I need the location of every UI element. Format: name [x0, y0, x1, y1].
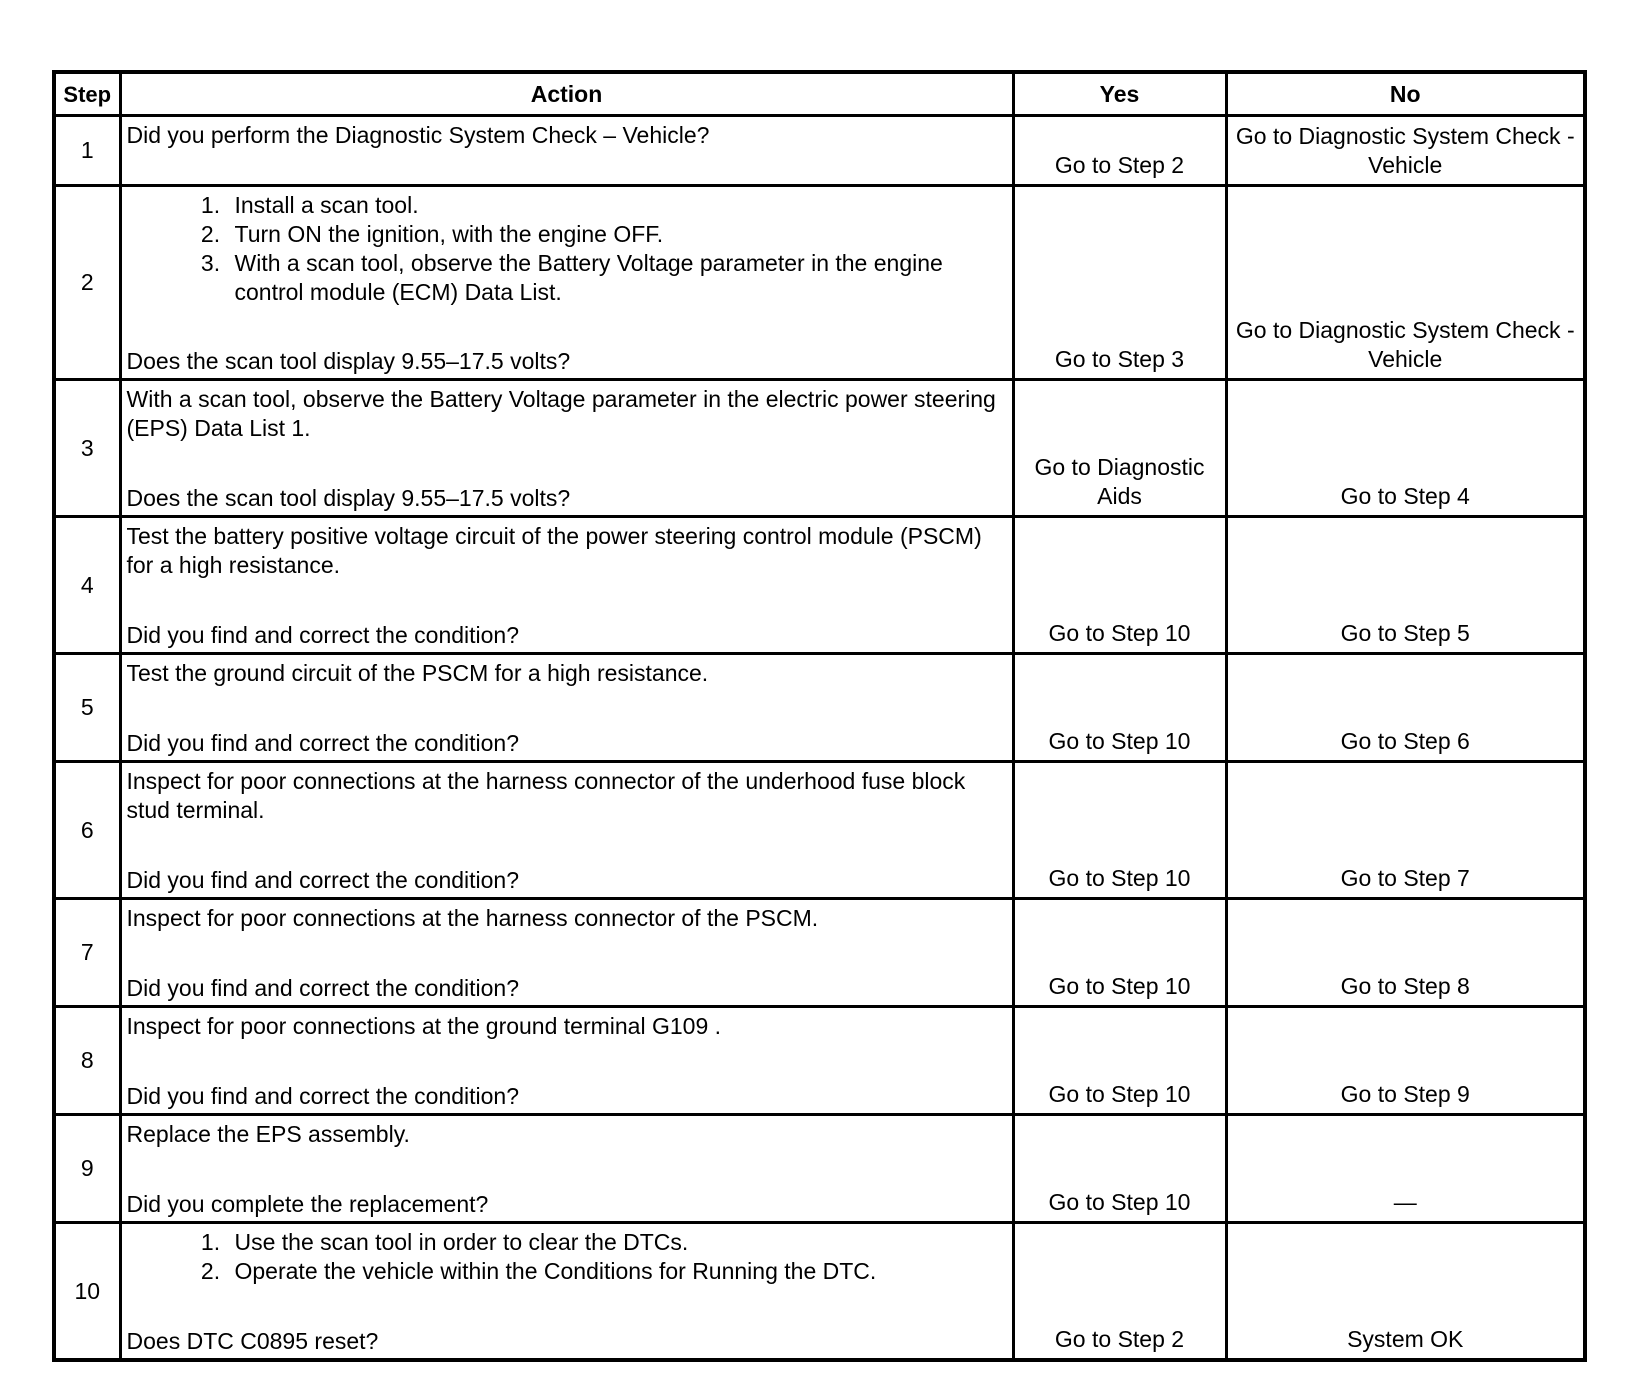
- action-text: Inspect for poor connections at the harness connector of the PSCM.: [126, 905, 819, 931]
- action-step-item: 2. Operate the vehicle within the Conditions for Running the DTC.: [227, 1257, 1006, 1286]
- no-outcome: Go to Diagnostic System Check - Vehicle: [1226, 186, 1585, 380]
- action-text: Replace the EPS assembly.: [126, 1121, 410, 1147]
- action-question: Did you find and correct the condition?: [126, 867, 520, 893]
- action-text: Test the ground circuit of the PSCM for a high resistance.: [126, 660, 709, 686]
- header-yes: Yes: [1013, 72, 1226, 116]
- table-row: [54, 1115, 1585, 1223]
- action-step-item: 1. Use the scan tool in order to clear the DTCs.: [227, 1228, 1006, 1257]
- action-cell: [120, 116, 1013, 186]
- no-outcome: Go to Step 4: [1226, 380, 1585, 517]
- table-body: [54, 116, 1585, 1361]
- step-number: 6: [54, 762, 120, 899]
- yes-outcome: Go to Step 10: [1013, 899, 1226, 1007]
- table-row: [54, 517, 1585, 654]
- no-outcome: Go to Step 7: [1226, 762, 1585, 899]
- action-cell: [120, 1007, 1013, 1115]
- header-no: No: [1226, 72, 1585, 116]
- table-row: [54, 1007, 1585, 1115]
- action-step-item: 2. Turn ON the ignition, with the engine OFF.: [227, 220, 1006, 249]
- no-outcome: System OK: [1226, 1223, 1585, 1361]
- action-question: Did you find and correct the condition?: [126, 622, 520, 648]
- action-step-list: [127, 1228, 1006, 1286]
- table-row: [54, 899, 1585, 1007]
- step-number: 5: [54, 654, 120, 762]
- yes-outcome: Go to Step 10: [1013, 1115, 1226, 1223]
- header-action: Action: [120, 72, 1013, 116]
- action-step-item: 1. Install a scan tool.: [227, 191, 1006, 220]
- yes-outcome: Go to Step 10: [1013, 762, 1226, 899]
- action-question: Did you find and correct the condition?: [126, 975, 520, 1001]
- yes-outcome: Go to Step 10: [1013, 1007, 1226, 1115]
- action-cell: [120, 1115, 1013, 1223]
- no-outcome: Go to Step 9: [1226, 1007, 1585, 1115]
- action-text: Test the battery positive voltage circuit of the power steering control module (PSCM) for a high resistance.: [126, 523, 982, 578]
- action-step-item: 3. With a scan tool, observe the Battery Voltage parameter in the engine control module (ECM) Data List.: [227, 249, 1006, 307]
- action-text: Inspect for poor connections at the ground terminal G109 .: [126, 1013, 722, 1039]
- action-question: Did you find and correct the condition?: [126, 730, 520, 756]
- action-cell: [120, 899, 1013, 1007]
- action-question: Did you complete the replacement?: [126, 1191, 489, 1217]
- yes-outcome: Go to Step 10: [1013, 517, 1226, 654]
- action-cell: [120, 1223, 1013, 1361]
- table-row: [54, 186, 1585, 380]
- yes-outcome: Go to Step 10: [1013, 654, 1226, 762]
- no-outcome: Go to Diagnostic System Check - Vehicle: [1226, 116, 1585, 186]
- step-number: 1: [54, 116, 120, 186]
- yes-outcome: Go to Step 2: [1013, 1223, 1226, 1361]
- yes-outcome: Go to Step 2: [1013, 116, 1226, 186]
- action-text: Inspect for poor connections at the harness connector of the underhood fuse block stud terminal.: [126, 768, 966, 823]
- no-outcome: —: [1226, 1115, 1585, 1223]
- diagnostic-table: [52, 70, 1587, 1362]
- yes-outcome: Go to Diagnostic Aids: [1013, 380, 1226, 517]
- action-question: Does DTC C0895 reset?: [126, 1328, 379, 1354]
- table-row: [54, 1223, 1585, 1361]
- table-row: [54, 762, 1585, 899]
- action-question: Did you find and correct the condition?: [126, 1083, 520, 1109]
- step-number: 4: [54, 517, 120, 654]
- step-number: 7: [54, 899, 120, 1007]
- step-number: 10: [54, 1223, 120, 1361]
- action-text: Did you perform the Diagnostic System Check – Vehicle?: [126, 122, 710, 148]
- header-step: Step: [54, 72, 120, 116]
- no-outcome: Go to Step 6: [1226, 654, 1585, 762]
- action-text: With a scan tool, observe the Battery Voltage parameter in the electric power steering (EPS) Data List 1.: [126, 386, 996, 441]
- step-number: 9: [54, 1115, 120, 1223]
- action-cell: [120, 186, 1013, 380]
- table-row: [54, 116, 1585, 186]
- yes-outcome: Go to Step 3: [1013, 186, 1226, 380]
- action-cell: [120, 762, 1013, 899]
- step-number: 3: [54, 380, 120, 517]
- action-cell: [120, 517, 1013, 654]
- header-row: [54, 72, 1585, 116]
- table-row: [54, 654, 1585, 762]
- action-question: Does the scan tool display 9.55–17.5 volts?: [126, 485, 571, 511]
- step-number: 8: [54, 1007, 120, 1115]
- step-number: 2: [54, 186, 120, 380]
- table-row: [54, 380, 1585, 517]
- no-outcome: Go to Step 5: [1226, 517, 1585, 654]
- action-question: Does the scan tool display 9.55–17.5 volts?: [126, 348, 571, 374]
- action-cell: [120, 380, 1013, 517]
- action-cell: [120, 654, 1013, 762]
- action-step-list: [127, 191, 1006, 307]
- no-outcome: Go to Step 8: [1226, 899, 1585, 1007]
